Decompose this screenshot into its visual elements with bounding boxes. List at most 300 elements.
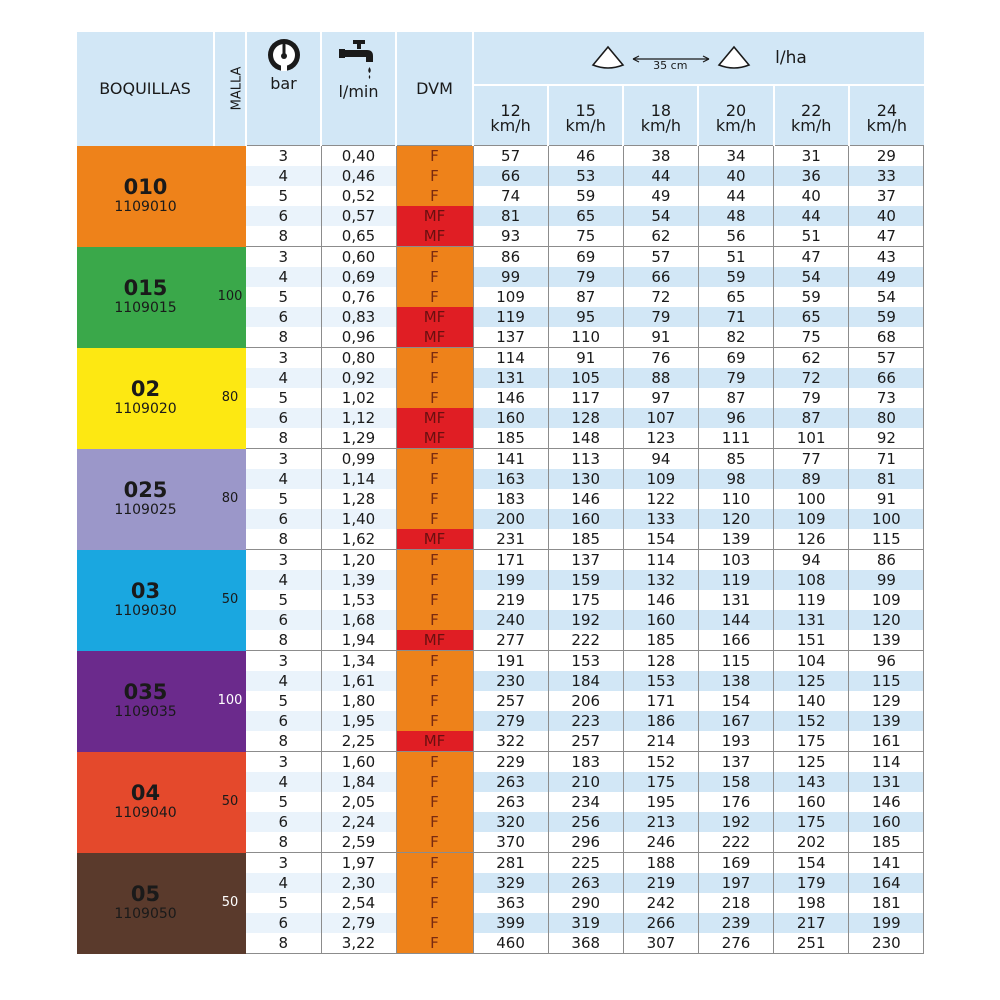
flow-cell: 1,62 — [321, 529, 396, 550]
rate-cell: 119 — [698, 570, 773, 590]
rate-cell: 159 — [548, 570, 623, 590]
rate-cell: 133 — [623, 509, 698, 529]
rate-cell: 114 — [623, 550, 698, 571]
nozzle-spacing-row — [475, 45, 923, 71]
flow-cell: 2,59 — [321, 832, 396, 853]
droplet-size-cell: F — [396, 348, 473, 369]
rate-cell: 144 — [698, 610, 773, 630]
rate-cell: 85 — [698, 449, 773, 470]
rate-cell: 152 — [774, 711, 849, 731]
rate-cell: 109 — [623, 469, 698, 489]
rate-cell: 214 — [623, 731, 698, 752]
rate-cell: 86 — [849, 550, 924, 571]
droplet-size-cell: F — [396, 853, 473, 874]
rate-cell: 59 — [698, 267, 773, 287]
flow-cell: 0,52 — [321, 186, 396, 206]
rate-cell: 257 — [473, 691, 548, 711]
rate-cell: 96 — [698, 408, 773, 428]
rate-cell: 137 — [473, 327, 548, 348]
flow-cell: 2,30 — [321, 873, 396, 893]
rate-cell: 222 — [698, 832, 773, 853]
rate-cell: 239 — [698, 913, 773, 933]
droplet-size-cell: F — [396, 832, 473, 853]
rate-cell: 62 — [623, 226, 698, 247]
droplet-size-cell: F — [396, 752, 473, 773]
rate-cell: 72 — [623, 287, 698, 307]
flow-cell: 0,69 — [321, 267, 396, 287]
rate-cell: 100 — [774, 489, 849, 509]
rate-cell: 230 — [849, 933, 924, 954]
rate-cell: 363 — [473, 893, 548, 913]
rate-cell: 266 — [623, 913, 698, 933]
rate-cell: 139 — [849, 630, 924, 651]
nozzle-ref: 1109050 — [114, 906, 177, 922]
rate-cell: 200 — [473, 509, 548, 529]
nozzle-spray-icon-2 — [717, 45, 751, 71]
nozzle-code-cell — [77, 146, 214, 247]
rate-cell: 109 — [774, 509, 849, 529]
rate-cell: 138 — [698, 671, 773, 691]
rate-cell: 59 — [849, 307, 924, 327]
lha-label: l/ha — [775, 48, 807, 68]
rate-cell: 119 — [473, 307, 548, 327]
rate-cell: 110 — [698, 489, 773, 509]
pressure-cell: 4 — [246, 469, 321, 489]
rate-cell: 87 — [548, 287, 623, 307]
rate-cell: 141 — [849, 853, 924, 874]
rate-cell: 48 — [698, 206, 773, 226]
rate-cell: 131 — [698, 590, 773, 610]
rate-cell: 167 — [698, 711, 773, 731]
flow-cell: 1,12 — [321, 408, 396, 428]
rate-cell: 181 — [849, 893, 924, 913]
pressure-cell: 4 — [246, 267, 321, 287]
nozzle-code-cell — [77, 752, 214, 853]
rate-cell: 296 — [548, 832, 623, 853]
rate-cell: 65 — [548, 206, 623, 226]
pressure-cell: 6 — [246, 610, 321, 630]
droplet-size-cell: F — [396, 489, 473, 509]
rate-cell: 57 — [473, 146, 548, 167]
speed-header: 24 km/h — [849, 85, 924, 146]
rate-cell: 175 — [774, 812, 849, 832]
rate-cell: 175 — [548, 590, 623, 610]
pressure-cell: 6 — [246, 408, 321, 428]
table-row — [77, 348, 924, 369]
rate-cell: 219 — [623, 873, 698, 893]
rate-cell: 206 — [548, 691, 623, 711]
flow-cell: 2,79 — [321, 913, 396, 933]
rate-cell: 185 — [849, 832, 924, 853]
rate-cell: 91 — [849, 489, 924, 509]
rate-cell: 51 — [698, 247, 773, 268]
nozzle-code: 025 — [123, 478, 168, 502]
nozzle-code-cell — [77, 449, 214, 550]
rate-cell: 143 — [774, 772, 849, 792]
droplet-size-cell: F — [396, 186, 473, 206]
pressure-cell: 5 — [246, 590, 321, 610]
rate-cell: 74 — [473, 186, 548, 206]
rate-cell: 175 — [774, 731, 849, 752]
rate-cell: 99 — [473, 267, 548, 287]
rate-cell: 81 — [849, 469, 924, 489]
flow-cell: 0,60 — [321, 247, 396, 268]
rate-cell: 171 — [623, 691, 698, 711]
rate-cell: 185 — [548, 529, 623, 550]
rate-cell: 219 — [473, 590, 548, 610]
table-row — [77, 449, 924, 470]
header-lha-group — [473, 32, 924, 85]
rate-cell: 44 — [698, 186, 773, 206]
rate-cell: 57 — [623, 247, 698, 268]
rate-cell: 120 — [849, 610, 924, 630]
flow-cell: 1,97 — [321, 853, 396, 874]
rate-cell: 230 — [473, 671, 548, 691]
rate-cell: 49 — [849, 267, 924, 287]
rate-cell: 131 — [473, 368, 548, 388]
pressure-cell: 5 — [246, 186, 321, 206]
rate-cell: 47 — [849, 226, 924, 247]
table-body — [77, 146, 924, 954]
rate-cell: 140 — [774, 691, 849, 711]
rate-cell: 163 — [473, 469, 548, 489]
header-malla — [214, 32, 246, 146]
rate-cell: 191 — [473, 651, 548, 672]
droplet-size-cell: F — [396, 792, 473, 812]
droplet-size-cell: F — [396, 469, 473, 489]
rate-cell: 132 — [623, 570, 698, 590]
rate-cell: 197 — [698, 873, 773, 893]
mesh-cell: 50 — [214, 752, 246, 853]
rate-cell: 231 — [473, 529, 548, 550]
pressure-cell: 8 — [246, 428, 321, 449]
rate-cell: 234 — [548, 792, 623, 812]
nozzle-code-cell — [77, 651, 214, 752]
rate-cell: 256 — [548, 812, 623, 832]
rate-cell: 97 — [623, 388, 698, 408]
table-row — [77, 853, 924, 874]
rate-cell: 210 — [548, 772, 623, 792]
rate-cell: 95 — [548, 307, 623, 327]
rate-cell: 89 — [774, 469, 849, 489]
pressure-cell: 3 — [246, 146, 321, 167]
rate-cell: 59 — [774, 287, 849, 307]
rate-cell: 137 — [698, 752, 773, 773]
rate-cell: 277 — [473, 630, 548, 651]
flow-cell: 0,46 — [321, 166, 396, 186]
droplet-size-cell: F — [396, 267, 473, 287]
pressure-cell: 6 — [246, 206, 321, 226]
droplet-size-cell: F — [396, 913, 473, 933]
rate-cell: 154 — [774, 853, 849, 874]
rate-cell: 111 — [698, 428, 773, 449]
rate-cell: 290 — [548, 893, 623, 913]
nozzle-code-cell — [77, 247, 214, 348]
rate-cell: 75 — [774, 327, 849, 348]
rate-cell: 175 — [623, 772, 698, 792]
nozzle-code-cell — [77, 348, 214, 449]
rate-cell: 34 — [698, 146, 773, 167]
rate-cell: 128 — [548, 408, 623, 428]
rate-cell: 110 — [548, 327, 623, 348]
rate-cell: 146 — [473, 388, 548, 408]
pressure-cell: 4 — [246, 772, 321, 792]
flow-cell: 2,54 — [321, 893, 396, 913]
rate-cell: 223 — [548, 711, 623, 731]
pressure-cell: 8 — [246, 731, 321, 752]
speed-header: 20 km/h — [698, 85, 773, 146]
droplet-size-cell: F — [396, 590, 473, 610]
droplet-size-cell: MF — [396, 630, 473, 651]
rate-cell: 49 — [623, 186, 698, 206]
rate-cell: 114 — [849, 752, 924, 773]
rate-cell: 171 — [473, 550, 548, 571]
rate-cell: 31 — [774, 146, 849, 167]
rate-cell: 213 — [623, 812, 698, 832]
nozzle-ref: 1109015 — [114, 300, 177, 316]
rate-cell: 79 — [548, 267, 623, 287]
droplet-size-cell: F — [396, 610, 473, 630]
rate-cell: 96 — [849, 651, 924, 672]
rate-cell: 460 — [473, 933, 548, 954]
flow-cell: 1,34 — [321, 651, 396, 672]
droplet-size-cell: F — [396, 449, 473, 470]
rate-cell: 71 — [698, 307, 773, 327]
table-row — [77, 550, 924, 571]
nozzle-code: 05 — [130, 882, 161, 906]
header-bar-label: bar — [270, 74, 297, 93]
droplet-size-cell: F — [396, 691, 473, 711]
rate-cell: 160 — [548, 509, 623, 529]
rate-cell: 71 — [849, 449, 924, 470]
flow-cell: 0,76 — [321, 287, 396, 307]
pressure-cell: 3 — [246, 550, 321, 571]
rate-cell: 46 — [548, 146, 623, 167]
nozzle-ref: 1109025 — [114, 502, 177, 518]
rate-cell: 88 — [623, 368, 698, 388]
rate-cell: 38 — [623, 146, 698, 167]
rate-cell: 87 — [698, 388, 773, 408]
rate-cell: 192 — [548, 610, 623, 630]
rate-cell: 222 — [548, 630, 623, 651]
rate-cell: 161 — [849, 731, 924, 752]
droplet-size-cell: F — [396, 570, 473, 590]
rate-cell: 319 — [548, 913, 623, 933]
rate-cell: 77 — [774, 449, 849, 470]
droplet-size-cell: F — [396, 509, 473, 529]
droplet-size-cell: F — [396, 388, 473, 408]
droplet-size-cell: MF — [396, 226, 473, 247]
rate-cell: 160 — [774, 792, 849, 812]
rate-cell: 154 — [623, 529, 698, 550]
rate-cell: 176 — [698, 792, 773, 812]
droplet-size-cell: F — [396, 772, 473, 792]
mesh-cell: 100 — [214, 651, 246, 752]
rate-cell: 122 — [623, 489, 698, 509]
rate-cell: 40 — [698, 166, 773, 186]
flow-cell: 1,29 — [321, 428, 396, 449]
rate-cell: 320 — [473, 812, 548, 832]
flow-cell: 1,53 — [321, 590, 396, 610]
rate-cell: 148 — [548, 428, 623, 449]
rate-cell: 44 — [623, 166, 698, 186]
droplet-size-cell: MF — [396, 408, 473, 428]
nozzle-ref: 1109035 — [114, 704, 177, 720]
pressure-cell: 4 — [246, 671, 321, 691]
rate-cell: 57 — [849, 348, 924, 369]
rate-cell: 66 — [849, 368, 924, 388]
flow-cell: 1,95 — [321, 711, 396, 731]
table-row — [77, 146, 924, 167]
rate-cell: 94 — [774, 550, 849, 571]
pressure-cell: 8 — [246, 226, 321, 247]
nozzle-ref: 1109010 — [114, 199, 177, 215]
rate-cell: 199 — [473, 570, 548, 590]
rate-cell: 202 — [774, 832, 849, 853]
flow-cell: 1,02 — [321, 388, 396, 408]
rate-cell: 54 — [849, 287, 924, 307]
rate-cell: 81 — [473, 206, 548, 226]
mesh-cell: 80 — [214, 348, 246, 449]
rate-cell: 69 — [548, 247, 623, 268]
rate-cell: 279 — [473, 711, 548, 731]
rate-cell: 80 — [849, 408, 924, 428]
droplet-size-cell: F — [396, 550, 473, 571]
header-lmin — [321, 32, 396, 146]
pressure-cell: 3 — [246, 449, 321, 470]
speed-header: 12 km/h — [473, 85, 548, 146]
flow-cell: 2,05 — [321, 792, 396, 812]
flow-cell: 1,39 — [321, 570, 396, 590]
rate-cell: 263 — [473, 792, 548, 812]
rate-cell: 91 — [548, 348, 623, 369]
rate-cell: 54 — [623, 206, 698, 226]
flow-cell: 0,65 — [321, 226, 396, 247]
rate-cell: 368 — [548, 933, 623, 954]
speed-header: 15 km/h — [548, 85, 623, 146]
rate-cell: 225 — [548, 853, 623, 874]
pressure-cell: 5 — [246, 287, 321, 307]
mesh-cell: 50 — [214, 853, 246, 954]
pressure-cell: 4 — [246, 570, 321, 590]
pressure-cell: 3 — [246, 853, 321, 874]
pressure-cell: 8 — [246, 327, 321, 348]
rate-cell: 186 — [623, 711, 698, 731]
rate-cell: 98 — [698, 469, 773, 489]
rate-cell: 195 — [623, 792, 698, 812]
spacing-label: 35 cm — [653, 58, 688, 72]
pressure-cell: 4 — [246, 166, 321, 186]
flow-cell: 0,99 — [321, 449, 396, 470]
spacing-indicator — [631, 49, 711, 72]
header-lmin-label: l/min — [338, 82, 379, 101]
rate-cell: 115 — [849, 671, 924, 691]
nozzle-code: 02 — [130, 377, 161, 401]
rate-cell: 399 — [473, 913, 548, 933]
rate-cell: 29 — [849, 146, 924, 167]
rate-cell: 125 — [774, 671, 849, 691]
pressure-cell: 6 — [246, 913, 321, 933]
rate-cell: 242 — [623, 893, 698, 913]
rate-cell: 105 — [548, 368, 623, 388]
droplet-size-cell: MF — [396, 206, 473, 226]
header-bar — [246, 32, 321, 146]
rate-cell: 198 — [774, 893, 849, 913]
nozzle-code-cell — [77, 550, 214, 651]
rate-cell: 109 — [473, 287, 548, 307]
rate-cell: 93 — [473, 226, 548, 247]
table-row — [77, 752, 924, 773]
rate-cell: 103 — [698, 550, 773, 571]
rate-cell: 137 — [548, 550, 623, 571]
rate-cell: 92 — [849, 428, 924, 449]
nozzle-flow-table-container — [77, 32, 924, 954]
rate-cell: 139 — [849, 711, 924, 731]
table-row — [77, 247, 924, 268]
droplet-size-cell: F — [396, 671, 473, 691]
pressure-cell: 5 — [246, 489, 321, 509]
rate-cell: 240 — [473, 610, 548, 630]
rate-cell: 199 — [849, 913, 924, 933]
flow-cell: 1,40 — [321, 509, 396, 529]
pressure-cell: 6 — [246, 812, 321, 832]
rate-cell: 131 — [774, 610, 849, 630]
rate-cell: 370 — [473, 832, 548, 853]
pressure-cell: 4 — [246, 368, 321, 388]
nozzle-code: 010 — [123, 175, 168, 199]
rate-cell: 179 — [774, 873, 849, 893]
rate-cell: 217 — [774, 913, 849, 933]
pressure-cell: 8 — [246, 529, 321, 550]
rate-cell: 37 — [849, 186, 924, 206]
rate-cell: 101 — [774, 428, 849, 449]
rate-cell: 263 — [473, 772, 548, 792]
flow-cell: 1,20 — [321, 550, 396, 571]
droplet-size-cell: F — [396, 873, 473, 893]
rate-cell: 166 — [698, 630, 773, 651]
header-malla-label: MALLA — [229, 66, 245, 111]
nozzle-flow-table — [77, 32, 924, 954]
rate-cell: 139 — [698, 529, 773, 550]
mesh-cell: 80 — [214, 449, 246, 550]
rate-cell: 104 — [774, 651, 849, 672]
pressure-cell: 5 — [246, 388, 321, 408]
rate-cell: 33 — [849, 166, 924, 186]
rate-cell: 151 — [774, 630, 849, 651]
rate-cell: 107 — [623, 408, 698, 428]
nozzle-code: 035 — [123, 680, 168, 704]
rate-cell: 59 — [548, 186, 623, 206]
rate-cell: 94 — [623, 449, 698, 470]
droplet-size-cell: F — [396, 933, 473, 954]
flow-cell: 1,94 — [321, 630, 396, 651]
water-tap-icon — [339, 38, 379, 80]
rate-cell: 192 — [698, 812, 773, 832]
pressure-cell: 8 — [246, 933, 321, 954]
header-dvm: DVM — [396, 32, 473, 146]
rate-cell: 87 — [774, 408, 849, 428]
pressure-cell: 5 — [246, 792, 321, 812]
rate-cell: 185 — [623, 630, 698, 651]
rate-cell: 114 — [473, 348, 548, 369]
nozzle-ref: 1109030 — [114, 603, 177, 619]
rate-cell: 152 — [623, 752, 698, 773]
rate-cell: 115 — [849, 529, 924, 550]
nozzle-code-cell — [77, 853, 214, 954]
pressure-cell: 6 — [246, 307, 321, 327]
rate-cell: 160 — [849, 812, 924, 832]
rate-cell: 251 — [774, 933, 849, 954]
